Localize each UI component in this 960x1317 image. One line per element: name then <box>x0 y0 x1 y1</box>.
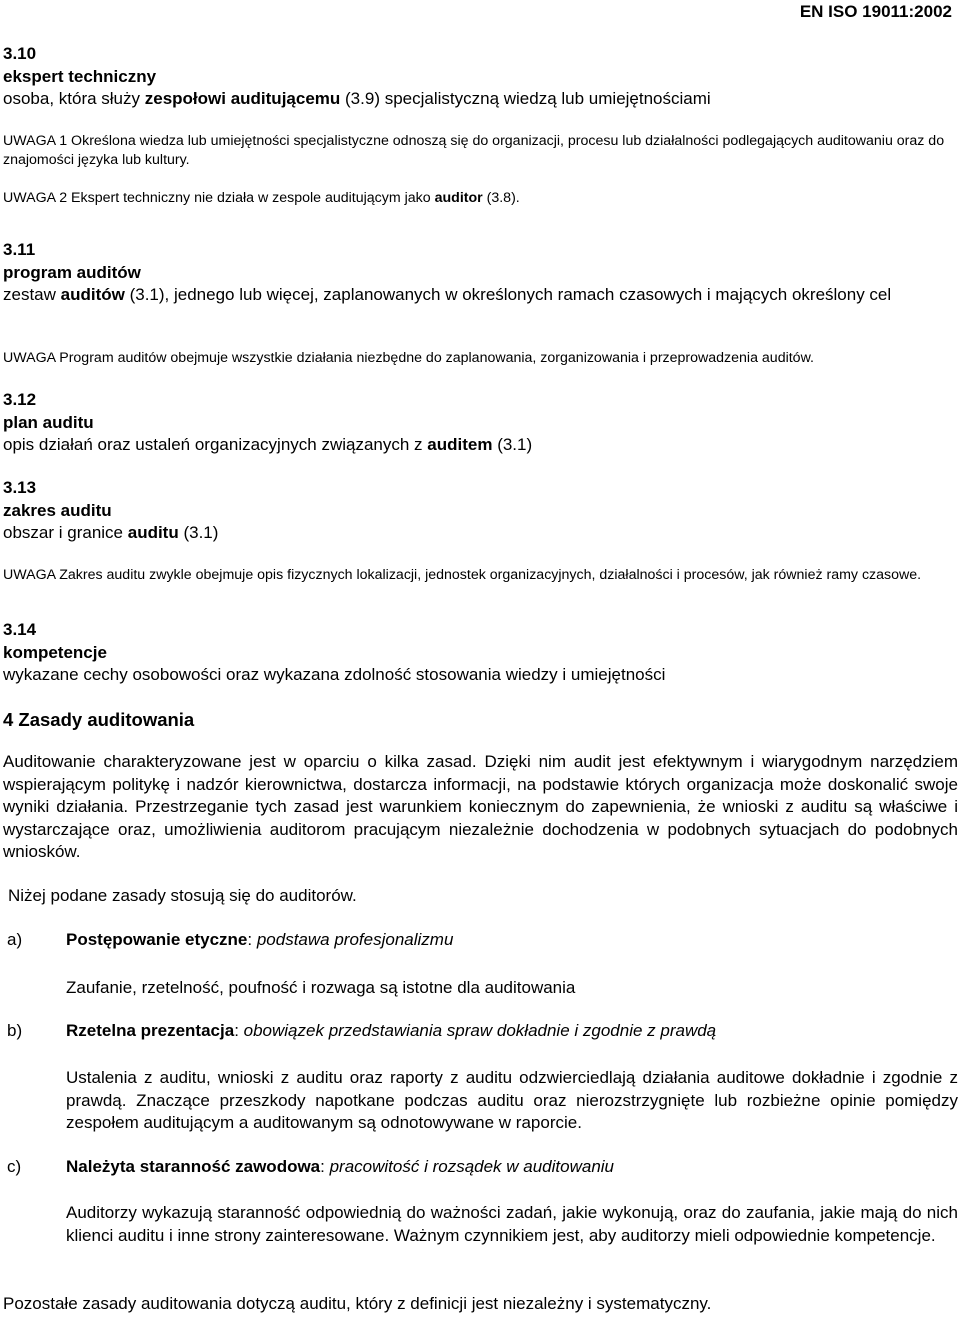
principle-title: Rzetelna prezentacja: obowiązek przedstawiania spraw dokładnie i zgodnie z prawdą <box>66 1021 717 1040</box>
definition-text: (3.1) <box>492 435 533 454</box>
definition-text: obszar i granice <box>3 523 128 542</box>
term-name: program auditów <box>3 262 141 282</box>
principle-name: Rzetelna prezentacja <box>66 1021 235 1040</box>
term-3-14 <box>3 619 956 687</box>
term-number: 3.13 <box>3 478 37 497</box>
term-3-11 <box>3 239 956 307</box>
closing-paragraph: Pozostałe zasady auditowania dotyczą auditu, który z definicji jest niezależny i systematyczny. <box>3 1294 712 1313</box>
principle-title: Należyta staranność zawodowa: pracowitość i rozsądek w auditowaniu <box>66 1157 615 1176</box>
term-3-13 <box>3 477 956 545</box>
document-code: EN ISO 19011:2002 <box>799 2 952 21</box>
term-note <box>3 189 956 208</box>
term-reference: auditu <box>127 523 179 542</box>
term-name: ekspert techniczny <box>3 66 157 86</box>
principles-lead: Niżej podane zasady stosują się do auditorów. <box>8 886 357 905</box>
term-name: plan auditu <box>3 412 94 432</box>
term-note: UWAGA 1 Określona wiedza lub umiejętności specjalistyczne odnoszą się do organizacji, procesu lub działalności podlegających auditowaniu oraz do znajomości języka lub kultury. <box>3 133 945 168</box>
principle-subtitle: podstawa profesjonalizmu <box>256 930 454 949</box>
principle-subtitle: obowiązek przedstawiania spraw dokładnie i zgodnie z prawdą <box>243 1021 717 1040</box>
principle-name: Postępowanie etyczne <box>66 930 248 949</box>
definition-text: (3.1) <box>178 523 219 542</box>
section-intro-paragraph: Auditowanie charakteryzowane jest w oparciu o kilka zasad. Dzięki nim audit jest efektywnym i wiarygodnym narzędziem wspierającym politykę i nadzór kierownictwa, dostarcza informacji, na podstawie których organizacja może doskonalić swoje wyniki działania. Przestrzeganie tych zasad jest warunkiem koniecznym do zapewnienia, że wnioski z auditu są właściwe i wystarczające oraz, umożliwienia auditorom pracującym niezależnie dochodzenia w podobnych sytuacjach do podobnych wniosków. <box>3 752 958 862</box>
note-text: (3.8). <box>482 190 520 206</box>
principle-letter: a) <box>7 930 23 949</box>
principle-description: Auditorzy wykazują staranność odpowiednią do ważności zadań, jakie wykonują, oraz do zaufania, jakie mają do nich klienci auditu i inne strony zainteresowane. Ważnym czynnikiem jest, aby auditorzy mieli odpowiednie kompetencje. <box>66 1203 958 1245</box>
term-name: zakres auditu <box>3 500 112 520</box>
term-number: 3.10 <box>3 44 37 63</box>
principle-letter: c) <box>7 1157 22 1176</box>
term-reference: auditów <box>60 285 125 304</box>
term-number: 3.11 <box>3 240 36 259</box>
principle-letter: b) <box>7 1021 23 1040</box>
term-reference: auditor <box>434 190 483 206</box>
note-text: UWAGA 2 Ekspert techniczny nie działa w zespole auditującym jako <box>3 190 435 206</box>
term-definition <box>3 284 956 307</box>
term-definition <box>3 522 956 545</box>
term-reference: zespołowi auditującemu <box>144 89 341 108</box>
principle-subtitle: pracowitość i rozsądek w auditowaniu <box>329 1157 615 1176</box>
definition-text: (3.9) specjalistyczną wiedzą lub umiejętnościami <box>340 89 711 108</box>
section-heading: 4 Zasady auditowania <box>3 709 195 730</box>
principle-description: Ustalenia z auditu, wnioski z auditu oraz raporty z auditu odzwierciedlają działania auditowe dokładnie i zgodnie z prawdą. Znaczące przeszkody napotkane podczas auditu oraz nierozstrzygnięte lub rozbieżne opinie pomiędzy zespołem auditującym a auditowanym są odnotowywane w raporcie. <box>66 1068 958 1133</box>
term-definition <box>3 88 956 111</box>
definition-text: zestaw <box>3 285 61 304</box>
term-note: UWAGA Program auditów obejmuje wszystkie działania niezbędne do zaplanowania, zorganizowania i przeprowadzenia auditów. <box>3 350 814 366</box>
term-definition: wykazane cechy osobowości oraz wykazana zdolność stosowania wiedzy i umiejętności <box>3 665 666 684</box>
term-note: UWAGA Zakres auditu zwykle obejmuje opis fizycznych lokalizacji, jednostek organizacyjnych, działalności i procesów, jak również ramy czasowe. <box>3 567 922 583</box>
definition-text: opis działań oraz ustaleń organizacyjnych związanych z <box>3 435 428 454</box>
term-number: 3.14 <box>3 620 37 639</box>
term-number: 3.12 <box>3 390 37 409</box>
definition-text: (3.1), jednego lub więcej, zaplanowanych w określonych ramach czasowych i mających określony cel <box>124 285 892 304</box>
term-definition <box>3 434 956 457</box>
term-reference: auditem <box>427 435 493 454</box>
term-3-12 <box>3 389 956 457</box>
definition-text: osoba, która służy <box>3 89 145 108</box>
term-3-10 <box>3 43 956 111</box>
principle-name: Należyta staranność zawodowa <box>66 1157 321 1176</box>
principle-description: Zaufanie, rzetelność, poufność i rozwaga są istotne dla auditowania <box>66 978 576 997</box>
term-name: kompetencje <box>3 642 107 662</box>
principle-title: Postępowanie etyczne: podstawa profesjonalizmu <box>66 930 454 949</box>
